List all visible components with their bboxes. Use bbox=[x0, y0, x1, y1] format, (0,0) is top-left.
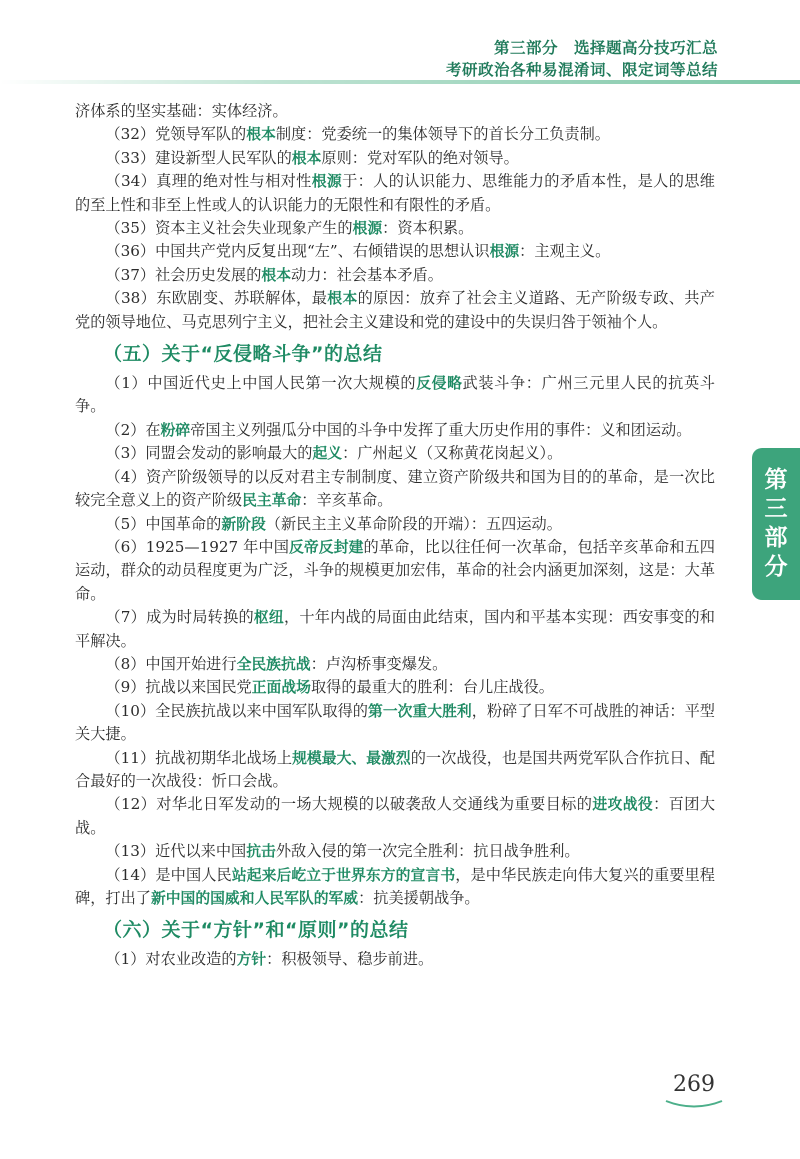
page-number: 269 bbox=[673, 1072, 715, 1097]
chapter-side-tab bbox=[752, 448, 800, 600]
section-heading-5: （五）关于“反侵略斗争”的总结 bbox=[103, 343, 383, 366]
list-item-37: （37）社会历史发展的根本动力：社会基本矛盾。 bbox=[105, 265, 443, 284]
list-item: （1）对农业改造的方针：积极领导、稳步前进。 bbox=[105, 950, 434, 969]
list-item: （4）资产阶级领导的以反对君主专制制度、建立资产阶级共和国为目的的革命，是一次比较完全意义上的资产阶级民主革命：辛亥革命。 bbox=[75, 467, 715, 510]
list-item: （7）成为时局转换的枢纽，十年内战的局面由此结束，国内和平基本实现：西安事变的和平解决。 bbox=[75, 608, 715, 650]
list-item: （10）全民族抗战以来中国军队取得的第一次重大胜利，粉碎了日军不可战胜的神话：平型关大捷。 bbox=[75, 701, 715, 744]
header-part-title: 第三部分 选择题高分技巧汇总 bbox=[493, 39, 718, 57]
list-item-33: （33）建设新型人民军队的根本原则：党对军队的绝对领导。 bbox=[105, 148, 519, 167]
list-item-32: （32）党领导军队的根本制度：党委统一的集体领导下的首长分工负责制。 bbox=[105, 125, 610, 144]
list-item-35: （35）资本主义社会失业现象产生的根源：资本积累。 bbox=[105, 219, 474, 238]
paragraph-continuation: 济体系的坚实基础：实体经济。 bbox=[75, 102, 288, 120]
side-tab-char: 三 bbox=[764, 496, 788, 522]
header-book-title: 考研政治各种易混淆词、限定词等总结 bbox=[445, 61, 718, 79]
header-rule bbox=[0, 80, 800, 84]
side-tab-char: 部 bbox=[764, 525, 788, 551]
page-number-arc-icon bbox=[662, 1098, 726, 1112]
section-heading-6: （六）关于“方针”和“原则”的总结 bbox=[103, 919, 409, 942]
page-body bbox=[75, 100, 715, 972]
list-item: （1）中国近代史上中国人民第一次大规模的反侵略武装斗争：广州三元里人民的抗英斗争。 bbox=[75, 374, 715, 416]
list-item: （8）中国开始进行全民族抗战：卢沟桥事变爆发。 bbox=[105, 654, 448, 673]
list-item: （3）同盟会发动的影响最大的起义：广州起义（又称黄花岗起义）。 bbox=[105, 444, 563, 463]
list-item: （13）近代以来中国抗击外敌入侵的第一次完全胜利：抗日战争胜利。 bbox=[105, 842, 580, 861]
list-item-34: （34）真理的绝对性与相对性根源于：人的认识能力、思维能力的矛盾本性，是人的思维的至上性和非至上性或人的认识能力的无限性和有限性的矛盾。 bbox=[75, 172, 715, 214]
list-item-36: （36）中国共产党内反复出现“左”、右倾错误的思想认识根源：主观主义。 bbox=[105, 242, 611, 261]
list-item: （12）对华北日军发动的一场大规模的以破袭敌人交通线为重要目标的进攻战役：百团大战。 bbox=[75, 795, 716, 837]
list-item: （11）抗战初期华北战场上规模最大、最激烈的一次战役，也是国共两党军队合作抗日、配合最好的一次战役：忻口会战。 bbox=[75, 748, 715, 790]
page-header bbox=[0, 0, 800, 90]
list-item-38: （38）东欧剧变、苏联解体，最根本的原因：放弃了社会主义道路、无产阶级专政、共产党的领导地位、马克思列宁主义，把社会主义建设和党的建设中的失误归咎于领袖个人。 bbox=[75, 289, 715, 331]
list-item: （9）抗战以来国民党正面战场取得的最重大的胜利：台儿庄战役。 bbox=[105, 678, 554, 697]
list-item: （6）1925—1927 年中国反帝反封建的革命，比以往任何一次革命，包括辛亥革命和五四运动，群众的动员程度更为广泛，斗争的规模更加宏伟，革命的社会内涵更加深刻，这是：大革命。 bbox=[75, 537, 715, 603]
list-item: （5）中国革命的新阶段（新民主主义革命阶段的开端）：五四运动。 bbox=[105, 514, 562, 533]
side-tab-char: 第 bbox=[764, 467, 788, 493]
list-item: （2）在粉碎帝国主义列强瓜分中国的斗争中发挥了重大历史作用的事件：义和团运动。 bbox=[105, 420, 692, 439]
list-item: （14）是中国人民站起来后屹立于世界东方的宣言书，是中华民族走向伟大复兴的重要里程碑，打出了新中国的国威和人民军队的军威：抗美援朝战争。 bbox=[75, 865, 715, 907]
side-tab-char: 分 bbox=[764, 554, 788, 580]
